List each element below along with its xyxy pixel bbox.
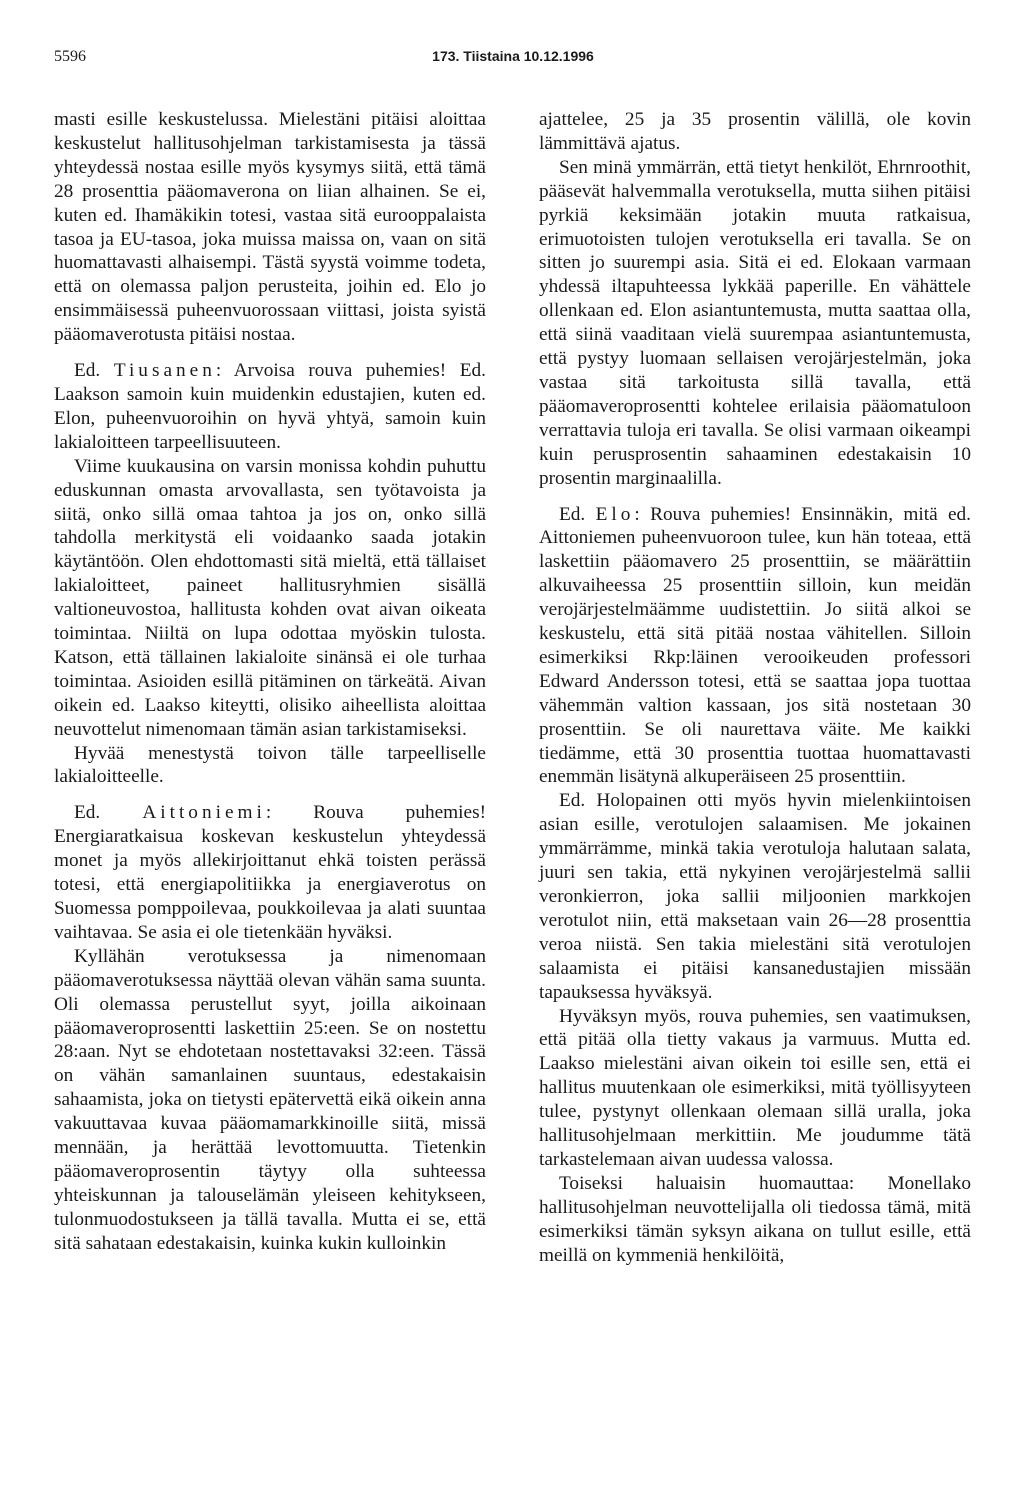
speaker-paragraph <box>539 503 971 790</box>
page-header <box>54 48 972 78</box>
paragraph: Viime kuukausina on varsin monissa kohdin puhuttu eduskunnan omasta arvovallasta, sen työtavoista ja siitä, onko sillä omaa tahtoa ja jos on, onko sillä tahdolla merkitystä eli voidaanko saada jotakin käytäntöön. Olen ehdottomasti sitä mieltä, että tällaiset lakialoitteet, paineet hallitusryhmien sisällä valtioneuvostoa, hallitusta kohden ovat aivan oikeata toimintaa. Niiltä on lupa odottaa myöskin tulosta. Katson, että tällainen lakialoite sinänsä ei ole turhaa toimintaa. Asioiden esillä pitäminen on tärkeätä. Aivan oikein ed. Laakso kiteytti, olisiko aiheellista aloittaa neuvottelut nimenomaan tämän asian tarkistamiseksi. <box>54 455 486 740</box>
paragraph: Hyvää menestystä toivon tälle tarpeelliselle lakialoitteelle. <box>54 742 486 788</box>
page-number: 5596 <box>54 48 86 65</box>
right-column <box>539 108 971 1268</box>
speech-text: : Rouva puhemies! Ensinnäkin, mitä ed. Aittoniemen puheenvuoroon tulee, kun hän toteaa, että laskettiin pääomavero 25 prosenttiin, se määrättiin alkuvaiheessa 25 prosenttiin silloin, kun meidän verojärjestelmäämme uudistettiin. Jo siitä alkoi se keskustelu, että sitä pitää nostaa vähitellen. Silloin esimerkiksi Rkp:läinen verooikeuden professori Edward Andersson totesi, että se saattaa jopa tuottaa vähemmän valtion kassaan, jos sitä nostetaan 30 prosenttiin. Se oli naurettava väite. Me kaikki tiedämme, että 30 prosenttia tuottaa huomattavasti enemmän lisätynä alkuperäiseen 25 prosenttiin. <box>539 503 971 788</box>
paragraph: Kyllähän verotuksessa ja nimenomaan pääomaverotuksessa näyttää olevan vähän sama suunta. Oli olemassa perustellut syyt, joilla aikoinaan pääomaveroprosentti laskettiin 25:een. Se on nostettu 28:aan. Nyt se ehdotetaan nostettavaksi 32:een. Tässä on vähän samanlainen suuntaus, edestakaisin sahaamista, joka on tietysti epätervettä eikä oikein anna vakuuttavaa kuvaa pääomamarkkinoille siitä, missä mennään, ja herättää levottomuutta. Tietenkin pääomaveroprosentin täytyy olla suhteessa yhteiskunnan ja talouselämän yleiseen kehitykseen, tulonmuodostukseen ja tällä tavalla. Mutta ei se, että sitä sahataan edestakaisin, kuinka kukin kulloinkin <box>54 945 486 1254</box>
speaker-prefix: Ed. <box>74 360 114 382</box>
paragraph: Hyväksyn myös, rouva puhemies, sen vaatimuksen, että pitää olla tietty vakaus ja varmuus. Mutta ed. Laakso mielestäni aivan oikein toi esille sen, että ei hallitus muutenkaan ole esimerkiksi, mitä työllisyyteen tulee, pystynyt ollenkaan olemaan sillä uralla, joka hallitusohjelmaan merkittiin. Me joudumme tätä tarkastelemaan aivan uudessa valossa. <box>539 1005 971 1170</box>
paragraph: Ed. Holopainen otti myös hyvin mielenkiintoisen asian esille, verotulojen salaamisen. Me jokainen ymmärrämme, minkä takia verotuloja halutaan salata, juuri sen takia, että nykyinen verojärjestelmä sallii veronkierron, joka sallii miljoonien markkojen verotulot niin, että maksetaan vain 26—28 prosenttia veroa niistä. Sen takia mielestäni sitä verotulojen salaamista ei pitäisi kansanedustajien missään tapauksessa hyväksyä. <box>539 790 971 1003</box>
speaker-name: Tiusanen <box>113 360 216 382</box>
paragraph: ajattelee, 25 ja 35 prosentin välillä, ole kovin lämmittävä ajatus. <box>539 109 971 154</box>
speaker-prefix: Ed. <box>74 802 143 824</box>
speaker-name: Elo <box>595 503 635 525</box>
speech-text: : Arvoisa rouva puhemies! Ed. Laakson samoin kuin muidenkin edustajien, kuten ed. Elon, puheenvuoroihin on hyvä yhtyä, samoin kuin lakialoitteen tarpeellisuuteen. <box>54 360 487 453</box>
running-title: 173. Tiistaina 10.12.1996 <box>432 48 594 64</box>
left-column <box>54 108 486 1256</box>
speaker-name: Aittoniemi <box>142 802 266 824</box>
speaker-paragraph <box>54 801 486 944</box>
speaker-paragraph <box>54 359 486 455</box>
paragraph: Sen minä ymmärrän, että tietyt henkilöt, Ehrnroothit, pääsevät halvemmalla verotuksella, mutta siihen pitäisi pyrkiä keksimään jotakin muuta ratkaisua, erimuotoisten tulojen verotuksella eri tavalla. Se on sitten jo suurempi asia. Sitä ei ed. Elokaan varmaan yhdessä iltapuhteessa lykkää paperille. En vähättele ollenkaan ed. Elon asiantuntemusta, mutta saattaa olla, että siinä vaaditaan vielä suurempaa asiantuntemusta, että pystyy luomaan sellaisen verojärjestelmän, joka vastaa sitä tarkoitusta sillä tavalla, että pääomaveroprosentti kohtelee erilaisia pääomatuloon verrattavia tuloja eri tavalla. Se olisi varmaan oikeampi kuin perusprosentin sahaaminen edestakaisin 10 prosentin marginaalilla. <box>539 156 971 489</box>
paragraph: masti esille keskustelussa. Mielestäni pitäisi aloittaa keskustelut hallitusohjelman tarkistamisesta ja tässä yhteydessä nostaa esille myös kysymys siitä, että tämä 28 prosenttia pääomaverona on liian alhainen. Se ei, kuten ed. Ihamäkikin totesi, vastaa sitä eurooppalaista tasoa ja EU-tasoa, joka muissa maissa on, vaan on sitä huomattavasti alhaisempi. Tästä syystä voimme todeta, että on olemassa paljon perusteita, joihin ed. Elo jo ensimmäisessä puheenvuorossaan viittasi, joista syistä pääomaverotusta pitäisi nostaa. <box>54 109 486 346</box>
speech-text: : Rouva puhemies! Energiaratkaisua koskevan keskustelun yhteydessä monet ja myös allekirjoittanut ehkä toisten perässä totesi, että energiapolitiikka ja energiaverotus on Suomessa pomppoilevaa, poukkoilevaa ja alati suuntaa vaihtavaa. Se asia ei ole tietenkään hyväksi. <box>54 802 487 943</box>
paragraph: Toiseksi haluaisin huomauttaa: Monellako hallitusohjelman neuvottelijalla oli tiedossa tämä, mitä esimerkiksi tämän syksyn aikana on tullut esille, että meillä on kymmeniä henkilöitä, <box>539 1172 971 1266</box>
speaker-prefix: Ed. <box>559 503 596 525</box>
